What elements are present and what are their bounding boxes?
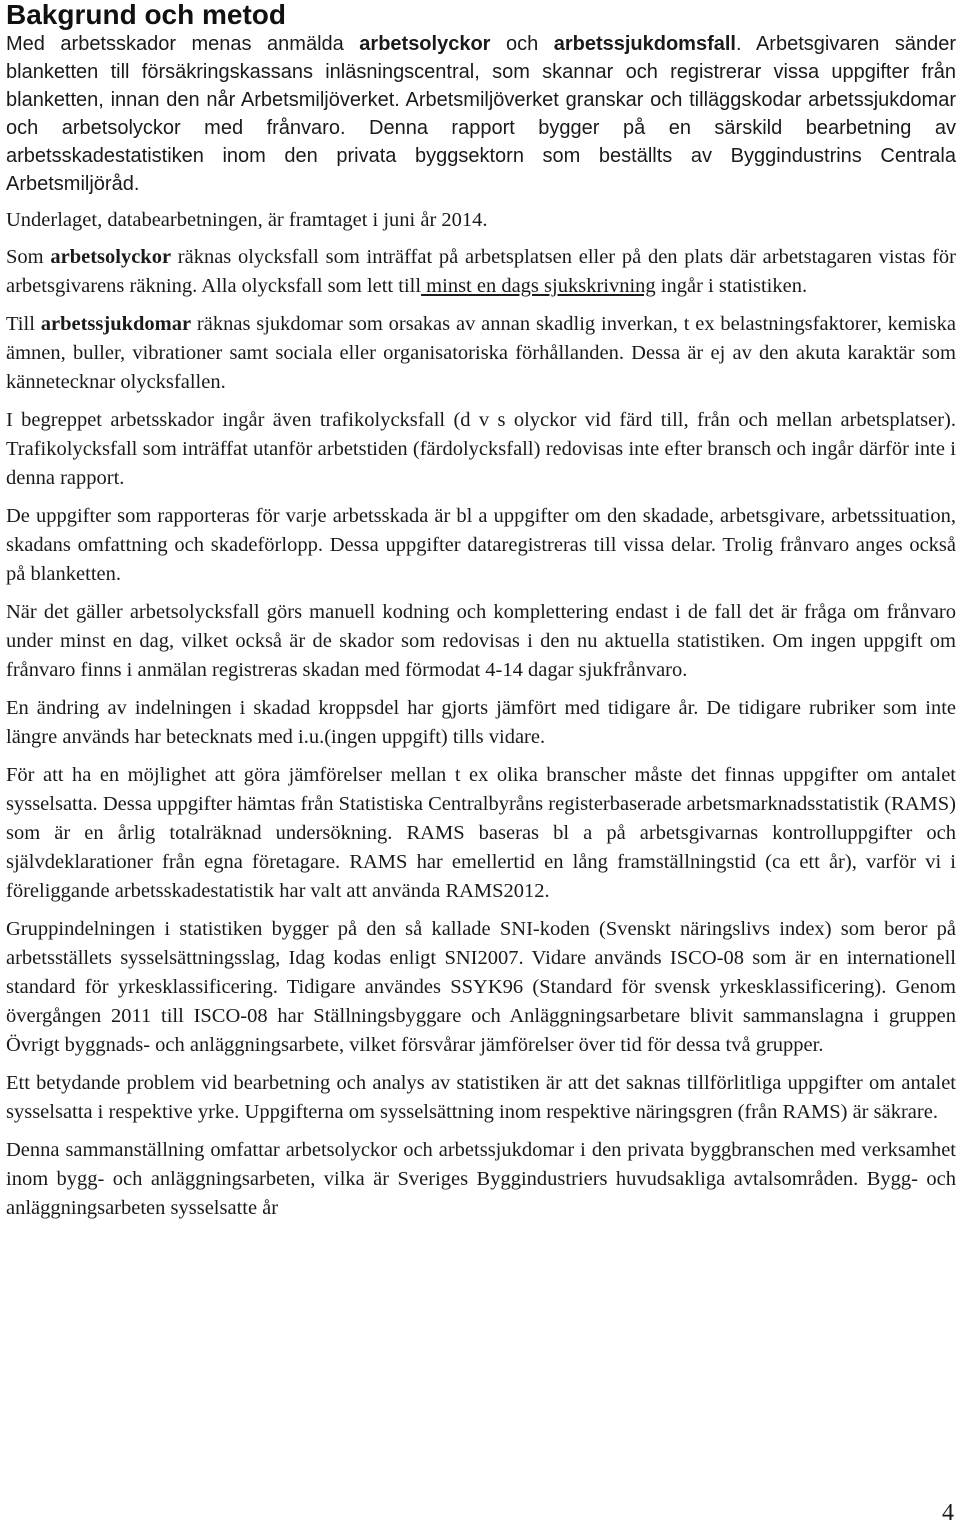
text-run: och	[490, 33, 554, 55]
text-run: . Arbetsgivaren sänder blanketten till försäkringskassans inläsningscentral, som skannar och registrerar vissa uppgifter från blanketten, innan den når Arbetsmiljöverket. Arbetsmiljöverket granskar och tilläggskodar arbetssjukdomar och arbetsolyckor med frånvaro. Denna rapport bygger på en särskild bearbetning av arbetsskadestatistiken inom den privata byggsektorn som beställts av Byggindustrins Centrala Arbetsmiljöråd.	[6, 33, 957, 195]
paragraph-trafikolycksfall: I begreppet arbetsskador ingår även trafikolycksfall (d v s olyckor vid färd till, från och mellan arbetsplatser). Trafikolycksfall som inträffat utanför arbetstiden (färdolycksfall) redovisas inte efter bransch och ingår därför inte i denna rapport.	[6, 409, 956, 489]
page-title: Bakgrund och metod	[6, 0, 287, 30]
bold-term: arbetsolyckor	[359, 33, 491, 55]
paragraph-data-date: Underlaget, databearbetningen, är framtaget i juni år 2014.	[6, 209, 488, 231]
text-run: Till	[6, 313, 41, 335]
bold-term: arbetsolyckor	[50, 246, 172, 268]
paragraph-kroppsdel: En ändring av indelningen i skadad kroppsdel har gjorts jämfört med tidigare år. De tidigare rubriker som inte längre används har betecknats med i.u.(ingen uppgift) tills vidare.	[6, 697, 956, 748]
paragraph-uppgifter: De uppgifter som rapporteras för varje arbetsskada är bl a uppgifter om den skadade, arbetsgivare, arbetssituation, skadans omfattning och skadeförlopp. Dessa uppgifter dataregistreras till vissa delar. Trolig frånvaro anges också på blanketten.	[6, 505, 956, 585]
paragraph-rams: För att ha en möjlighet att göra jämförelser mellan t ex olika branscher måste det finnas uppgifter om antalet sysselsatta. Dessa uppgifter hämtas från Statistiska Centralbyråns registerbaserade arbetsmarknadsstatistik (RAMS) som är en årlig totalräknad undersökning. RAMS baseras bl a på arbetsgivarnas kontrolluppgifter och självdeklarationer från egna företagare. RAMS har emellertid en lång framställningstid (ca ett år), varför vi i föreliggande arbetsskadestatistik har valt att använda RAMS2012.	[6, 764, 956, 902]
document-page	[6, 0, 956, 1223]
paragraph-arbetsolyckor	[6, 243, 956, 301]
text-run: räknas olycksfall som inträffat på arbetsplatsen eller på den plats där arbetstagaren vistas för arbetsgivarens räkning. Alla olycksfall som lett till	[6, 246, 956, 297]
text-run: Med arbetsskador menas anmälda	[6, 33, 360, 55]
paragraph-kodning: När det gäller arbetsolycksfall görs manuell kodning och komplettering endast i de fall det är fråga om frånvaro under minst en dag, vilket också är de skador som redovisas i den nu aktuella statistiken. Om ingen uppgift om frånvaro finns i anmälan registreras skadan med förmodat 4-14 dagar sjukfrånvaro.	[6, 601, 956, 681]
page-number: 4	[942, 1500, 954, 1526]
text-run: ingår i statistiken.	[655, 275, 808, 297]
paragraph-gruppindelning: Gruppindelningen i statistiken bygger på den så kallade SNI-koden (Svenskt näringslivs index) som beror på arbetsställets sysselsättningsslag, Idag kodas enligt SNI2007. Vidare används ISCO-08 som är en internationell standard för yrkesklassificering. Tidigare användes SSYK96 (Standard för svensk yrkesklassificering). Genom övergången 2011 till ISCO-08 har Ställningsbyggare och Anläggningsarbetare blivit sammanslagna i gruppen Övrigt byggnads- och anläggningsarbete, vilket försvårar jämförelser över tid för dessa två grupper.	[6, 918, 956, 1056]
paragraph-arbetssjukdomar	[6, 310, 956, 397]
paragraph-problem: Ett betydande problem vid bearbetning och analys av statistiken är att det saknas tillförlitliga uppgifter om antalet sysselsatta i respektive yrke. Uppgifterna om sysselsättning inom respektive näringsgren (från RAMS) är säkrare.	[6, 1072, 956, 1123]
bold-term: arbetssjukdomar	[40, 313, 192, 335]
text-run: räknas sjukdomar som orsakas av annan skadlig inverkan, t ex belastningsfaktorer, kemiska ämnen, buller, vibrationer samt sociala eller organisatoriska förhållanden. Dessa är ej av den akuta karaktär som kännetecknar olycksfallen.	[6, 313, 956, 393]
underlined-text: minst en dags sjukskrivning	[421, 275, 656, 297]
text-run: Som	[6, 246, 51, 268]
paragraph-sammanstallning: Denna sammanställning omfattar arbetsolyckor och arbetssjukdomar i den privata byggbranschen med verksamhet inom bygg- och anläggningsarbeten, vilka är Sveriges Byggindustriers huvudsakliga avtalsområden. Bygg- och anläggningsarbeten sysselsatte år	[6, 1139, 956, 1219]
paragraph-definition	[6, 30, 956, 198]
bold-term: arbetssjukdomsfall	[553, 33, 736, 55]
